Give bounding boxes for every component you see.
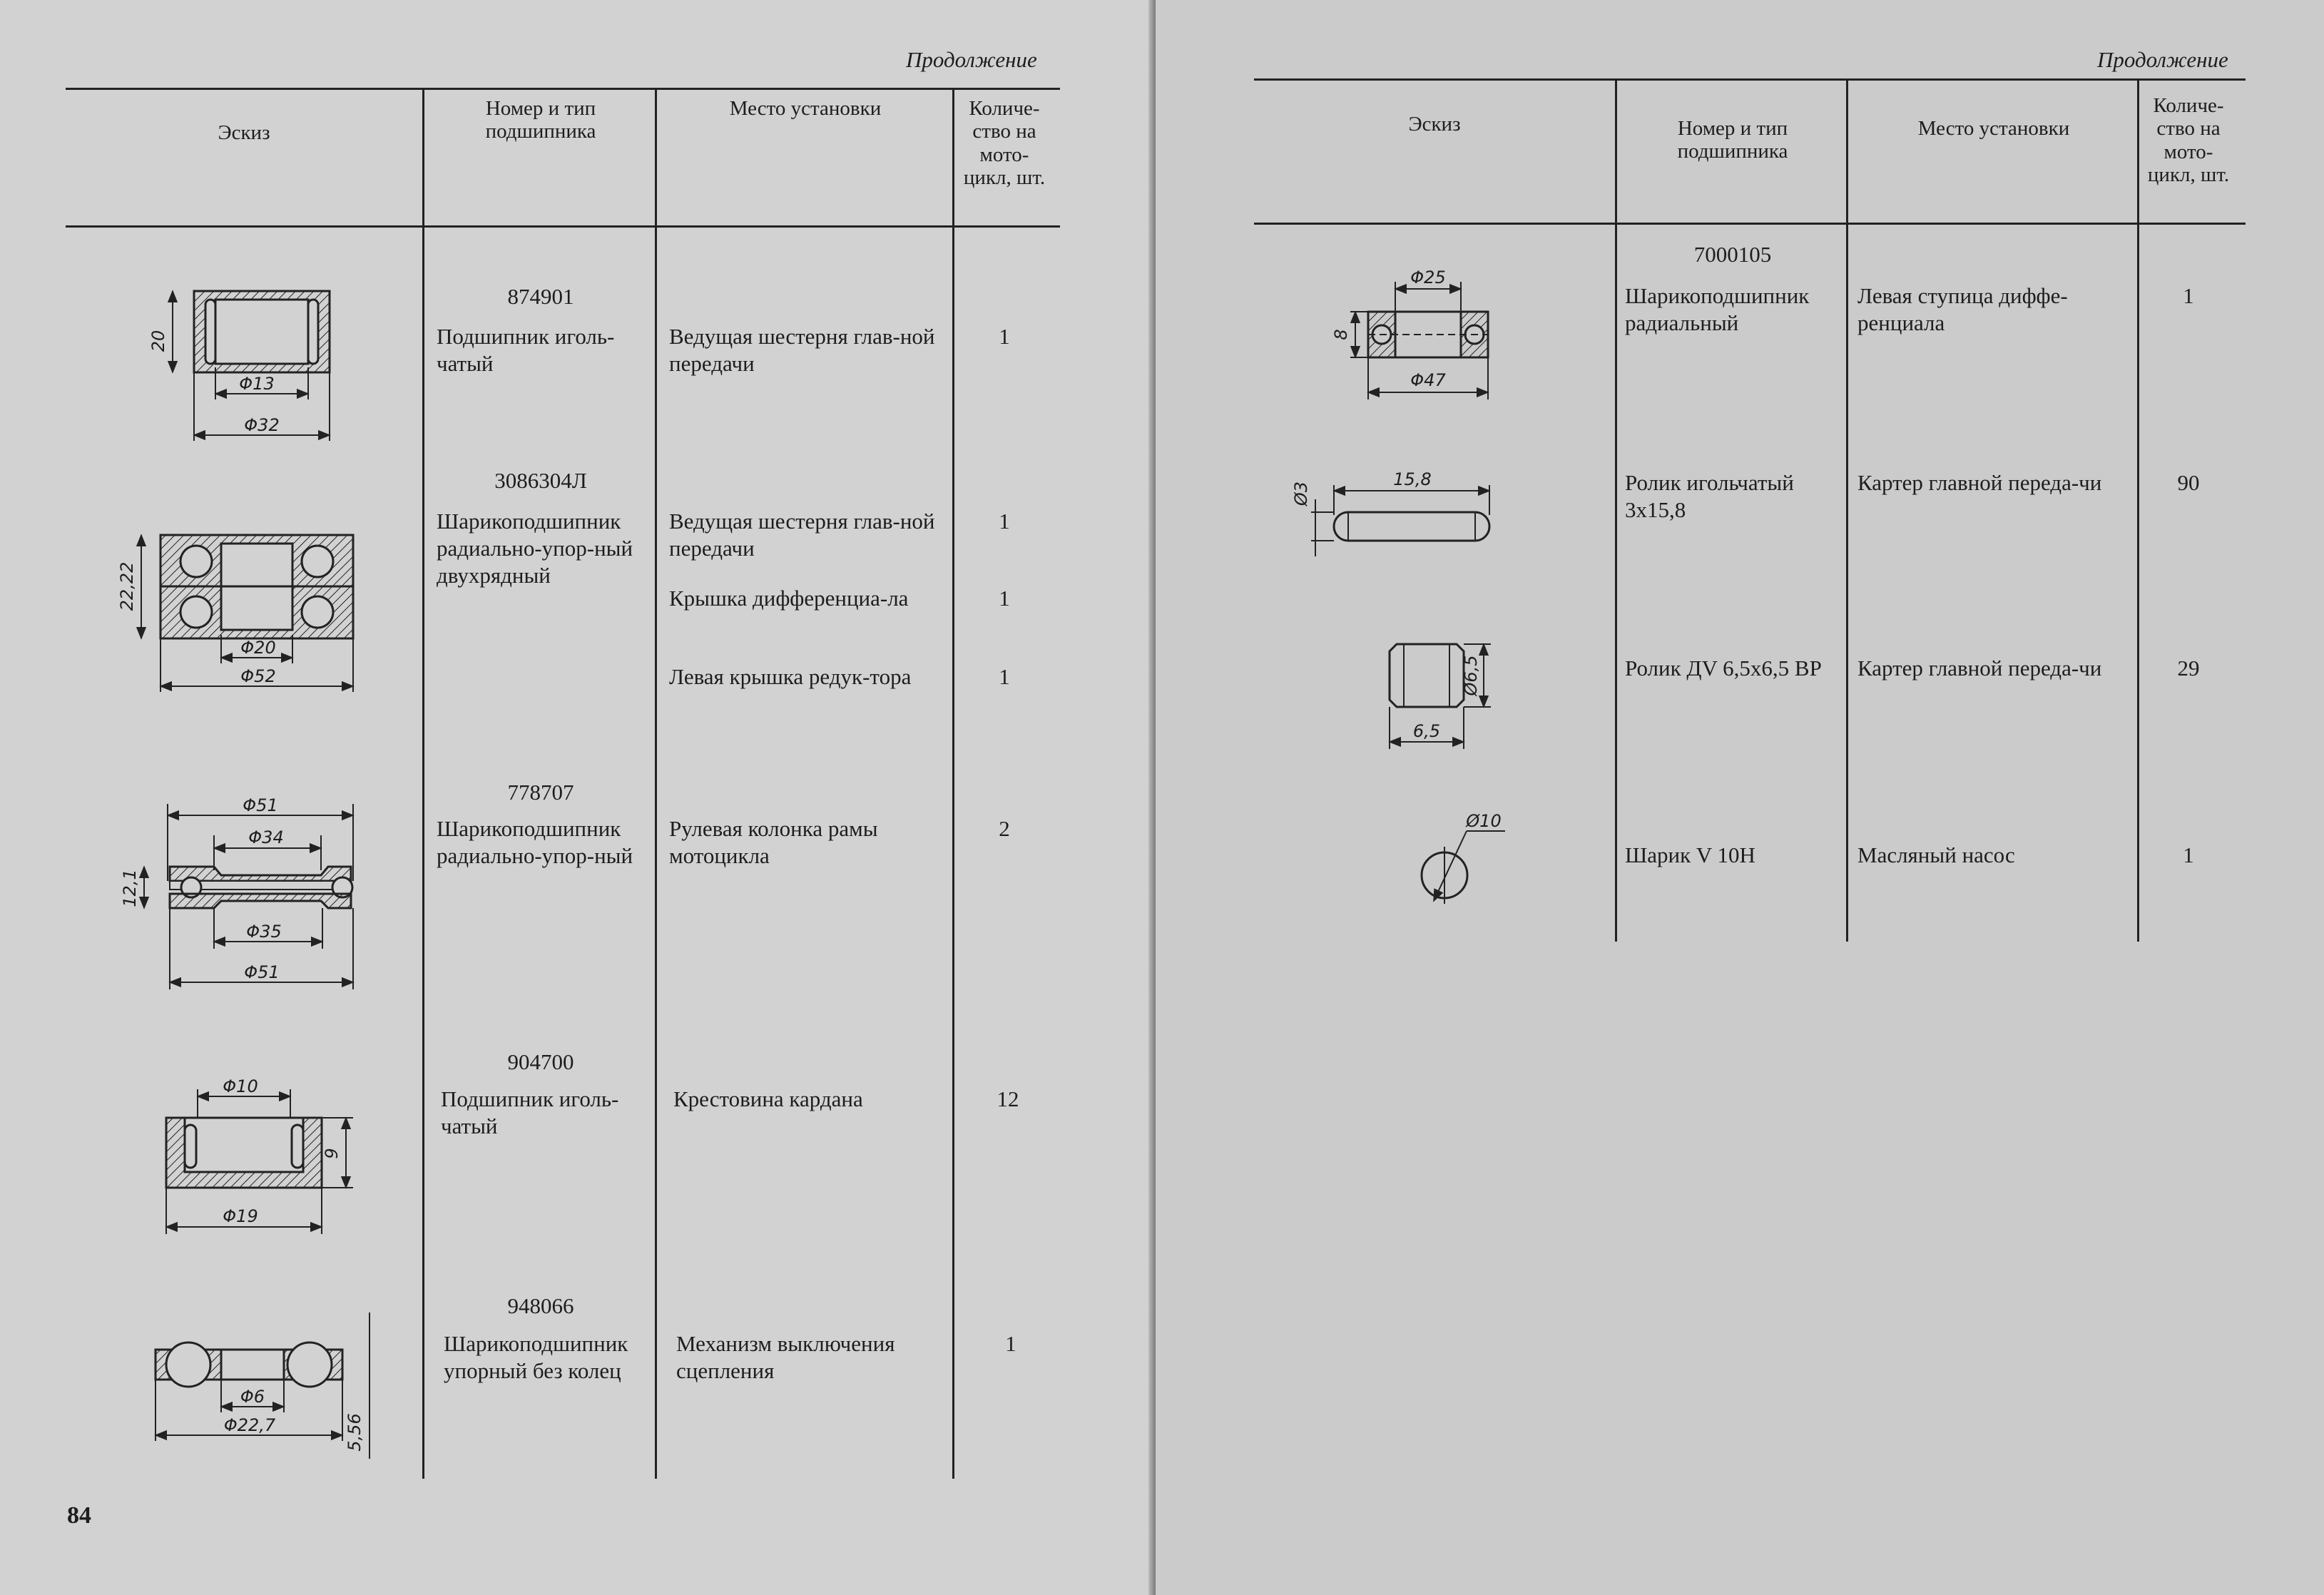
quantity: 90 bbox=[2177, 470, 2200, 495]
bore bbox=[185, 1118, 303, 1172]
dimension-label: Φ13 bbox=[239, 374, 275, 394]
needle-roller bbox=[292, 1125, 303, 1168]
dimension-label: Φ35 bbox=[246, 922, 282, 942]
table-top-rule bbox=[1254, 78, 2246, 81]
ball-sketch bbox=[1405, 802, 1519, 909]
bearing-sketch bbox=[143, 1313, 385, 1462]
header-place: Место установки bbox=[729, 97, 882, 120]
quantity: 12 bbox=[997, 1086, 1019, 1111]
bearing-name: Шарикоподшипник упорный без колец bbox=[444, 1331, 628, 1384]
install-place: Крестовина кардана bbox=[673, 1086, 863, 1111]
dimension-label: Φ10 bbox=[223, 1076, 258, 1096]
dimension-label: Ø3 bbox=[1291, 481, 1311, 506]
needle-roller bbox=[1334, 512, 1489, 541]
needle-roller bbox=[185, 1125, 196, 1168]
dimension-label: 22,22 bbox=[117, 561, 137, 611]
header-place: Место установки bbox=[1917, 117, 2070, 140]
bearing-code: 3086304Л bbox=[494, 468, 587, 493]
quantity: 1 bbox=[2183, 283, 2194, 308]
page-number: 84 bbox=[67, 1502, 91, 1529]
quantity: 1 bbox=[999, 664, 1010, 689]
dimension-label: 9 bbox=[322, 1148, 342, 1159]
install-place: Картер главной переда-чи bbox=[1857, 656, 2102, 681]
install-place: Масляный насос bbox=[1857, 842, 2015, 867]
column-divider bbox=[422, 88, 424, 1479]
bearing-name: Ролик ДV 6,5x6,5 ВР bbox=[1625, 656, 1822, 681]
column-divider bbox=[655, 88, 657, 1479]
dimension-label: 20 bbox=[148, 330, 168, 352]
ball bbox=[287, 1342, 332, 1387]
dimension-label: Φ19 bbox=[223, 1206, 258, 1226]
dimension-label: 8 bbox=[1331, 329, 1351, 340]
install-place: Левая крышка редук-тора bbox=[669, 664, 912, 689]
quantity: 29 bbox=[2177, 656, 2200, 681]
dimension-label: Φ20 bbox=[240, 638, 276, 658]
dimension-label: 12,1 bbox=[120, 869, 140, 907]
column-divider bbox=[2137, 78, 2139, 942]
bearing-code: 778707 bbox=[507, 780, 574, 805]
dimension-label: Φ34 bbox=[248, 827, 284, 847]
install-place: Рулевая колонка рамы мотоцикла bbox=[669, 816, 878, 869]
roller-body bbox=[1390, 644, 1464, 707]
install-place: Механизм выключения сцепления bbox=[676, 1331, 895, 1384]
dimension-label: Φ51 bbox=[243, 795, 278, 815]
install-place: Ведущая шестерня глав-ной передачи bbox=[669, 324, 935, 377]
dimension-label: Ø6,5 bbox=[1461, 655, 1481, 696]
header-number-type: Номер и тип подшипника bbox=[1677, 117, 1788, 163]
dimension-label: Φ22,7 bbox=[223, 1415, 276, 1435]
bearing-sketch bbox=[136, 278, 350, 449]
bore bbox=[221, 1350, 284, 1380]
bearing-sketch bbox=[1311, 260, 1497, 403]
ball bbox=[180, 596, 212, 628]
table-top-rule bbox=[66, 88, 1060, 90]
dimension-label: Φ51 bbox=[244, 962, 280, 982]
roller-sketch bbox=[1290, 464, 1518, 564]
bearing-sketch bbox=[114, 795, 371, 995]
quantity: 1 bbox=[1005, 1331, 1016, 1356]
quantity: 1 bbox=[999, 586, 1010, 611]
bearing-name: Шарикоподшипник радиальный bbox=[1625, 283, 1810, 336]
bearing-name: Шарикоподшипник радиально-упор-ный двухрядный bbox=[437, 509, 633, 588]
bearing-name: Подшипник иголь-чатый bbox=[437, 324, 615, 377]
header-sketch: Эскиз bbox=[1408, 113, 1461, 136]
ball bbox=[166, 1342, 210, 1387]
bearing-code: 7000105 bbox=[1693, 242, 1772, 267]
roller-sketch bbox=[1377, 631, 1519, 760]
dimension-label: Ø10 bbox=[1466, 811, 1502, 831]
needle-roller bbox=[308, 300, 318, 364]
bearing-code: 874901 bbox=[507, 284, 574, 309]
ball bbox=[302, 596, 333, 628]
install-place: Ведущая шестерня глав-ной передачи bbox=[669, 509, 935, 561]
ball bbox=[180, 546, 212, 577]
column-divider bbox=[952, 88, 954, 1479]
dimension-label: Φ32 bbox=[244, 415, 280, 435]
header-quantity: Количе-ство на мото-цикл, шт. bbox=[963, 97, 1046, 190]
quantity: 1 bbox=[999, 509, 1010, 534]
header-bottom-rule bbox=[1254, 223, 2246, 225]
column-divider bbox=[1846, 78, 1848, 942]
header-number-type: Номер и тип подшипника bbox=[485, 97, 596, 143]
quantity: 1 bbox=[2183, 842, 2194, 867]
quantity: 2 bbox=[999, 816, 1010, 841]
bearing-sketch bbox=[153, 1074, 367, 1238]
continuation-label: Продолжение bbox=[2097, 47, 2228, 72]
column-divider bbox=[1615, 78, 1617, 942]
bearing-name: Ролик игольчатый 3x15,8 bbox=[1625, 470, 1794, 523]
install-place: Картер главной переда-чи bbox=[1857, 470, 2102, 495]
header-bottom-rule bbox=[66, 225, 1060, 228]
dimension-label: 15,8 bbox=[1393, 469, 1432, 489]
right-page bbox=[1156, 0, 2324, 1595]
bearing-code: 948066 bbox=[507, 1293, 574, 1318]
continuation-label: Продолжение bbox=[906, 47, 1037, 72]
install-place: Крышка дифференциа-ла bbox=[669, 586, 909, 611]
dimension-label: 5,56 bbox=[345, 1413, 365, 1452]
bearing-code: 904700 bbox=[507, 1049, 574, 1074]
dimension-label: Φ6 bbox=[240, 1387, 265, 1407]
dimension-label: Φ52 bbox=[240, 666, 276, 686]
bearing-name: Шарикоподшипник радиально-упор-ный bbox=[437, 816, 633, 869]
header-quantity: Количе-ство на мото-цикл, шт. bbox=[2147, 94, 2230, 187]
bore bbox=[215, 300, 308, 364]
bearing-name: Шарик V 10Н bbox=[1625, 842, 1755, 867]
install-place: Левая ступица диффе-ренциала bbox=[1857, 283, 2068, 336]
dimension-label: Φ47 bbox=[1410, 370, 1446, 390]
header-sketch: Эскиз bbox=[218, 121, 270, 144]
dimension-label: 6,5 bbox=[1412, 721, 1441, 741]
ball bbox=[302, 546, 333, 577]
left-page bbox=[0, 0, 1156, 1595]
bearing-name: Подшипник иголь-чатый bbox=[441, 1086, 619, 1139]
dimension-label: Φ25 bbox=[1410, 267, 1446, 287]
quantity: 1 bbox=[999, 324, 1010, 349]
lower-ring bbox=[170, 894, 351, 908]
bearing-sketch bbox=[107, 521, 371, 699]
needle-roller bbox=[205, 300, 215, 364]
